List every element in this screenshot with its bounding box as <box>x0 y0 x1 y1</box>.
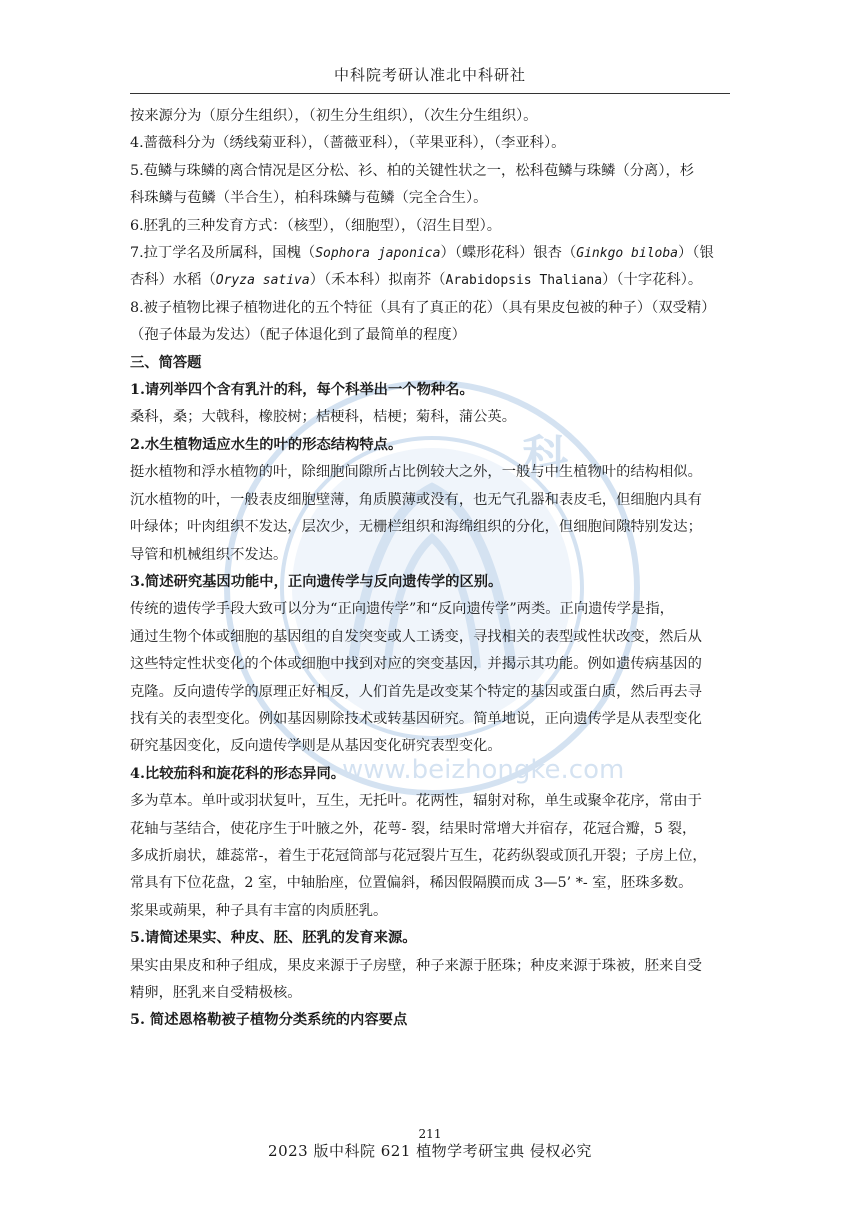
header-rule <box>130 93 730 94</box>
answer-line: 多为草本。单叶或羽状复叶，互生，无托叶。花两性，辐射对称，单生或聚伞花序，常由于 <box>130 793 702 810</box>
page-number: 211 <box>418 1127 442 1141</box>
answer-line: 多成折扇状，雄蕊常-，着生于花冠筒部与花冠裂片互生，花药纵裂或顶孔开裂；子房上位， <box>130 847 707 864</box>
text-line: 4.蔷薇科分为（绣线菊亚科），（蔷薇亚科），（苹果亚科），（李亚科）。 <box>130 135 566 152</box>
answer-line: 导管和机械组织不发达。 <box>130 546 288 563</box>
answer-line: 常具有下位花盘，2 室，中轴胎座，位置偏斜，稀因假隔膜而成 3—5’ *- 室，胚珠多数。 <box>130 875 693 892</box>
text-line: 5.苞鳞与珠鳞的离合情况是区分松、衫、柏的关键性状之一，松科苞鳞与珠鳞（分离），杉 <box>130 162 695 179</box>
question-heading: 4.比较茄科和旋花科的形态异同。 <box>130 765 346 782</box>
seal-character: 科 <box>522 430 568 484</box>
answer-line: 传统的遗传学手段大致可以分为“正向遗传学”和“反向遗传学”两类。正向遗传学是指， <box>130 601 674 618</box>
answer-line: 桑科，桑；大戟科，橡胶树；桔梗科，桔梗；菊科，蒲公英。 <box>130 409 517 426</box>
answer-line: 通过生物个体或细胞的基因组的自发突变或人工诱变，寻找相关的表型或性状改变，然后从 <box>130 628 702 645</box>
answer-line: 果实由果皮和种子组成，果皮来源于子房壁，种子来源于胚珠；种皮来源于珠被，胚来自受 <box>130 957 702 974</box>
latin-name: Arabidopsis Thaliana <box>445 273 603 289</box>
page-header: 中科院考研认准北中科研社 <box>333 66 526 84</box>
text-line: 6.胚乳的三种发育方式：（核型），（细胞型），（沼生目型）。 <box>130 217 502 234</box>
answer-line: 叶绿体；叶肉组织不发达，层次少，无栅栏组织和海绵组织的分化，但细胞间隙特别发达； <box>130 519 702 536</box>
answer-line: 沉水植物的叶，一般表皮细胞壁薄，角质膜薄或没有，也无气孔器和表皮毛，但细胞内具有 <box>130 491 702 508</box>
answer-line: 花轴与茎结合，使花序生于叶腋之外，花萼- 裂，结果时常增大并宿存，花冠合瓣，5 裂， <box>130 820 697 837</box>
text-line-latin-names: 7.拉丁学名及所属科，国槐（Sophora japonica）（蝶形花科）银杏（Ginkgo biloba）（银 <box>130 245 714 262</box>
text-line: 8.被子植物比裸子植物进化的五个特征（具有了真正的花）（具有果皮包被的种子）（双受精） <box>130 299 716 316</box>
latin-name: Ginkgo biloba <box>576 246 679 262</box>
answer-line: 找有关的表型变化。例如基因剔除技术或转基因研究。简单地说，正向遗传学是从表型变化 <box>130 710 702 727</box>
question-heading: 2.水生植物适应水生的叶的形态结构特点。 <box>130 436 403 453</box>
question-heading: 5.请简述果实、种皮、胚、胚乳的发育来源。 <box>130 930 417 947</box>
text-line: （孢子体最为发达）（配子体退化到了最简单的程度） <box>130 327 466 344</box>
document-body <box>130 103 735 1035</box>
answer-line: 克隆。反向遗传学的原理正好相反，人们首先是改变某个特定的基因或蛋白质，然后再去寻 <box>130 683 702 700</box>
question-heading: 5. 简述恩格勒被子植物分类系统的内容要点 <box>130 1012 408 1029</box>
answer-line: 这些特定性状变化的个体或细胞中找到对应的突变基因，并揭示其功能。例如遗传病基因的 <box>130 656 702 673</box>
watermark-url: www.beizhongke.com <box>342 755 625 785</box>
latin-name: Sophora japonica <box>315 246 441 262</box>
question-heading: 3.简述研究基因功能中，正向遗传学与反向遗传学的区别。 <box>130 573 503 590</box>
answer-line: 挺水植物和浮水植物的叶，除细胞间隙所占比例较大之外，一般与中生植物叶的结构相似。 <box>130 464 702 481</box>
question-heading: 1.请列举四个含有乳汁的科，每个科举出一个物种名。 <box>130 382 474 399</box>
text-line: 按来源分为（原分生组织），（初生分生组织），（次生分生组织）。 <box>130 108 538 124</box>
answer-line: 研究基因变化，反向遗传学则是从基因变化研究表型变化。 <box>130 738 502 755</box>
answer-line: 浆果或蒴果，种子具有丰富的肉质胚乳。 <box>130 902 388 919</box>
page-footer: 2023 版中科院 621 植物学考研宝典 侵权必究 <box>268 1142 592 1160</box>
section-title: 三、简答题 <box>130 354 202 371</box>
answer-line: 精卵，胚乳来自受精极核。 <box>130 985 302 1001</box>
latin-name: Oryza sativa <box>215 273 310 289</box>
text-line-latin-names: 杏科）水稻（Oryza sativa）（禾本科）拟南芥（Arabidopsis Thaliana）（十字花科）。 <box>130 272 703 289</box>
text-line: 科珠鳞与苞鳞（半合生），柏科珠鳞与苞鳞（完全合生）。 <box>130 190 488 207</box>
